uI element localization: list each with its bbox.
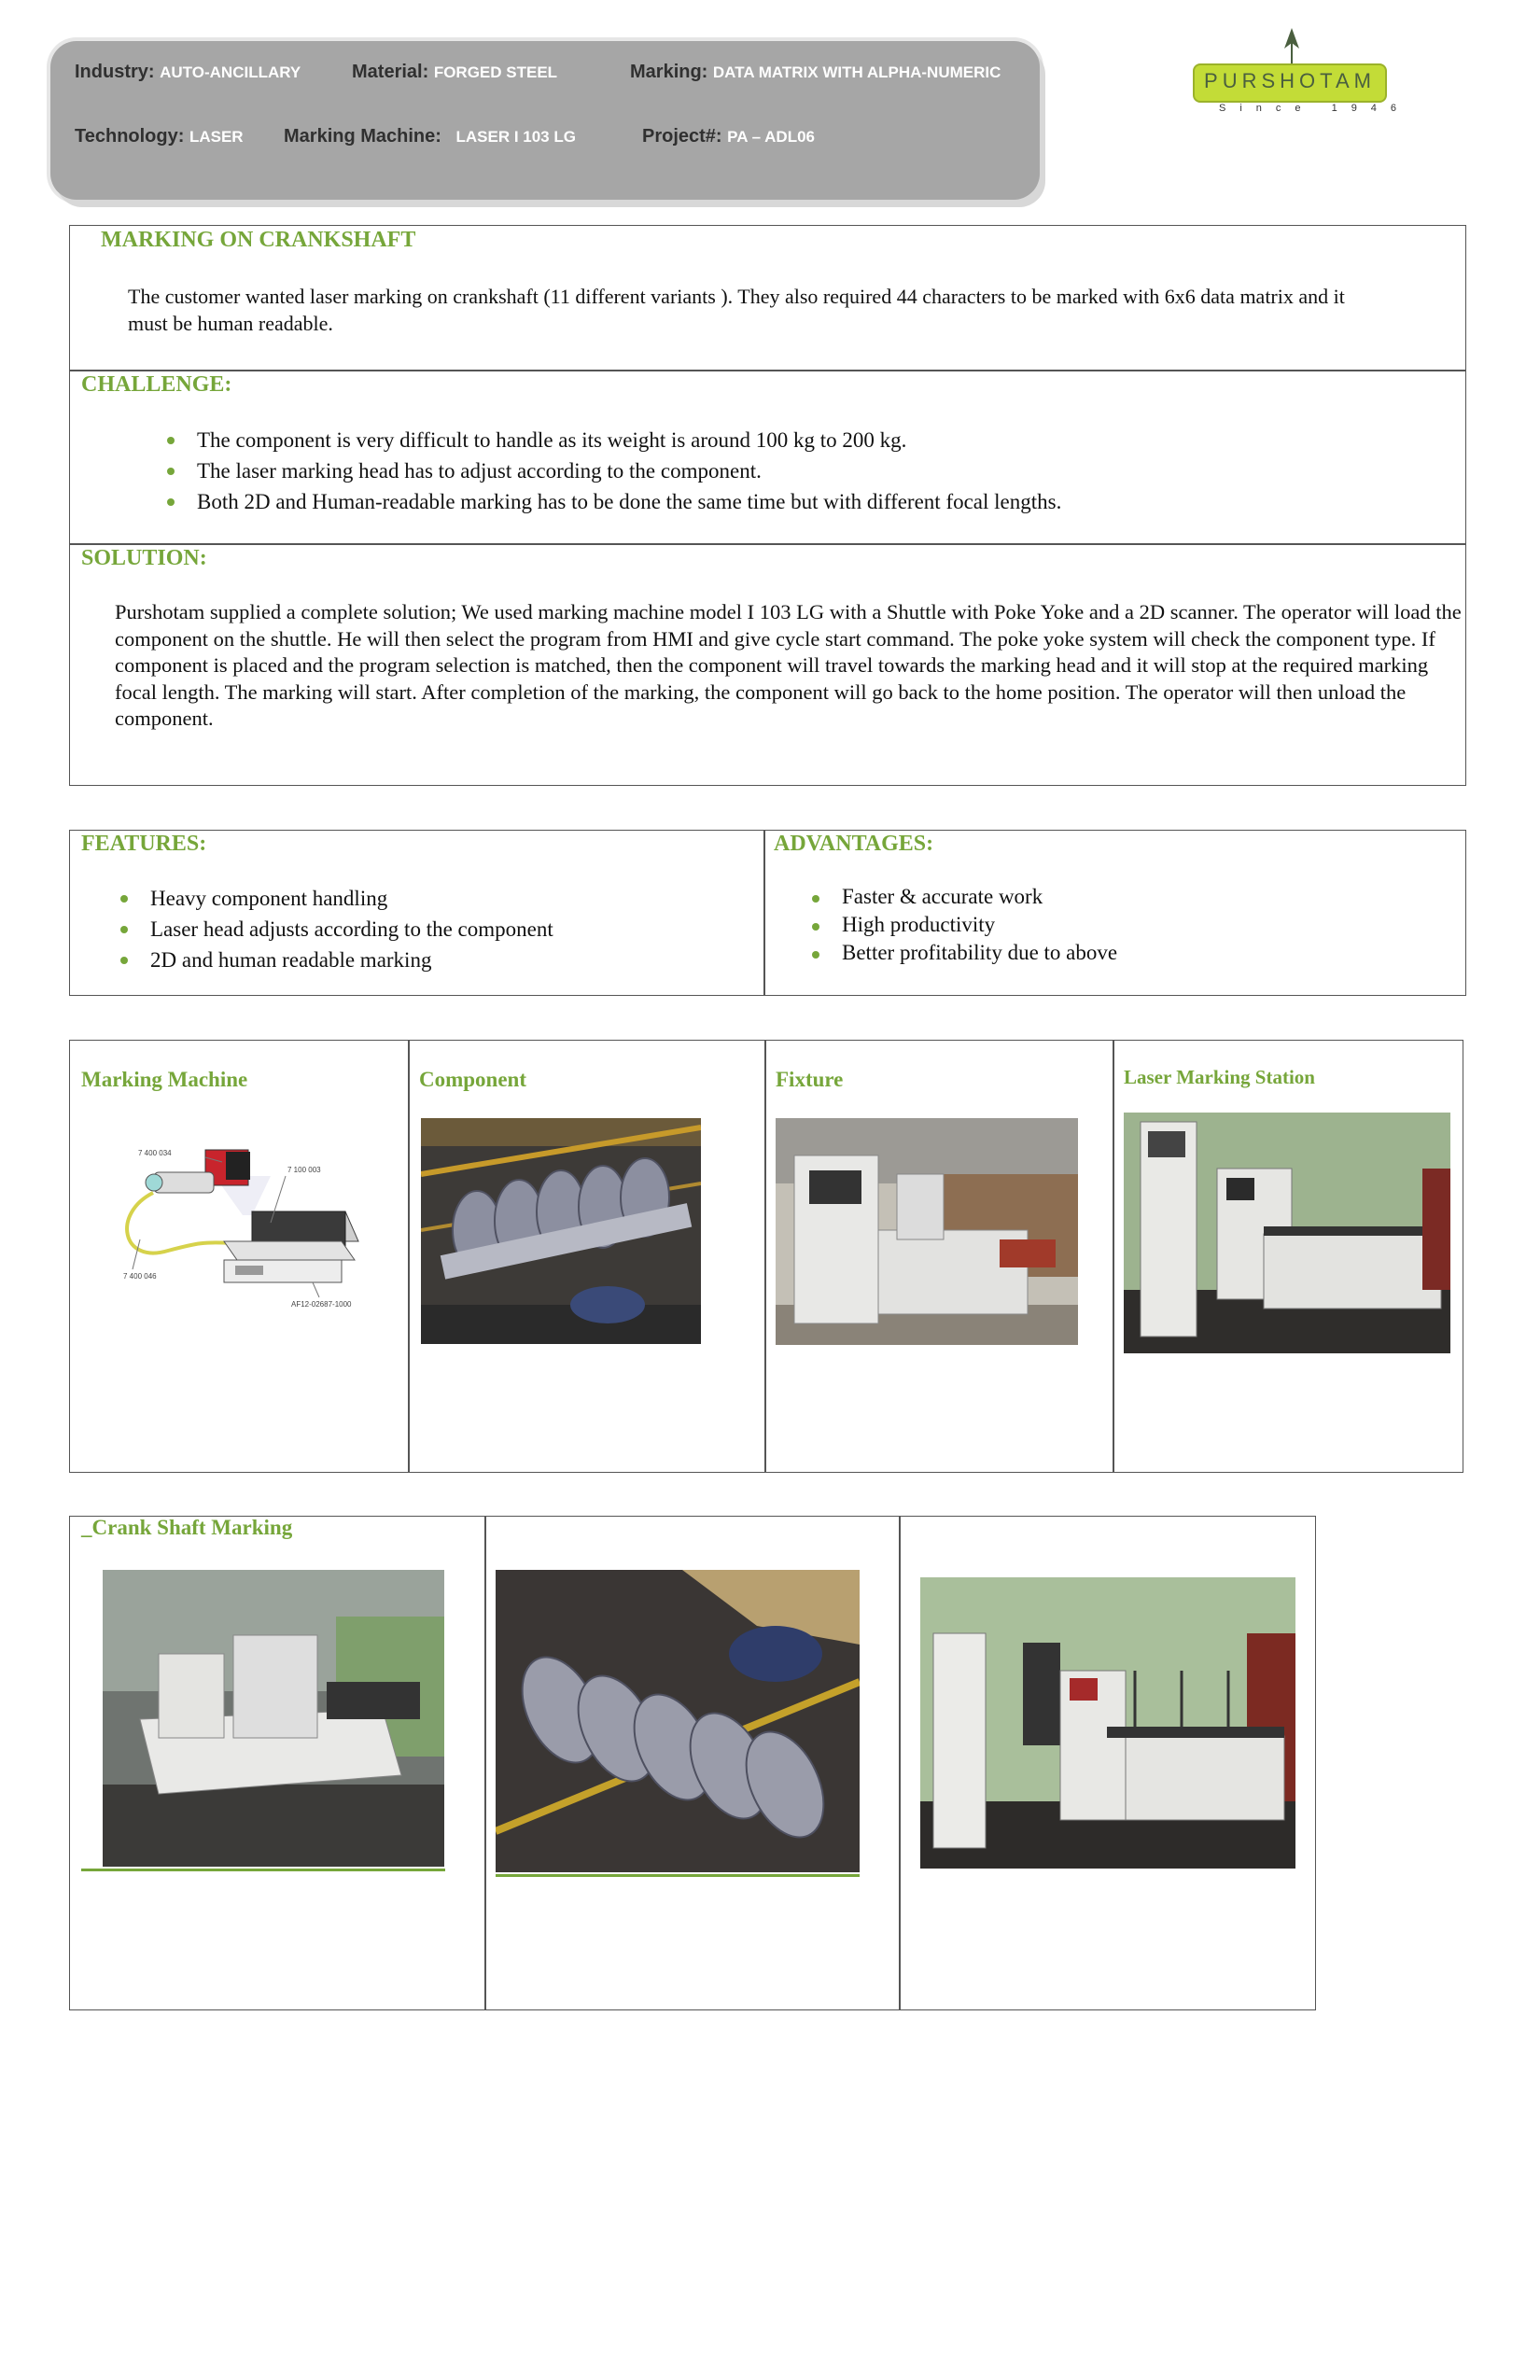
underline	[81, 1869, 445, 1871]
marking-machine-diagram	[112, 1139, 373, 1325]
crank-photo-3	[920, 1577, 1295, 1869]
divider	[899, 1516, 901, 2010]
industry-label: Industry:	[75, 62, 155, 82]
list-item: Laser head adjusts according to the component	[115, 914, 749, 945]
divider	[1113, 1040, 1114, 1473]
info-panel	[50, 41, 1040, 200]
logo-since: Since 1946	[1219, 103, 1411, 114]
marking-value: DATA MATRIX WITH ALPHA-NUMERIC	[712, 63, 1001, 81]
diagram-label: 7 400 046	[123, 1272, 157, 1281]
intro-text: The customer wanted laser marking on crankshaft (11 different variants ). They also required 44 characters to be marked with 6x6 data matrix and it must be human readable.	[128, 285, 1345, 335]
technology-label: Technology:	[75, 126, 185, 147]
list-item: Heavy component handling	[115, 883, 749, 914]
crank-photo-2	[496, 1570, 860, 1872]
industry-field	[75, 62, 301, 83]
machine-field	[284, 126, 576, 147]
diagram-label: 7 400 034	[138, 1149, 172, 1157]
crank-title-prefix: _	[81, 1516, 92, 1539]
marking-label: Marking:	[630, 62, 708, 82]
challenge-title: CHALLENGE:	[81, 372, 232, 397]
list-item: The component is very difficult to handle as its weight is around 100 kg to 200 kg.	[161, 425, 1375, 455]
list-item: Faster & accurate work	[806, 883, 1441, 911]
list-item: Better profitability due to above	[806, 939, 1441, 967]
industry-value: AUTO-ANCILLARY	[160, 63, 301, 81]
caption-fixture: Fixture	[776, 1068, 844, 1091]
project-label: Project#:	[642, 126, 722, 147]
divider	[69, 543, 1466, 545]
technology-field	[75, 126, 244, 147]
divider	[408, 1040, 410, 1473]
solution-text: Purshotam supplied a complete solution; We used marking machine model I 103 LG with a Shuttle with Poke Yoke and a 2D scanner. The operator will load the component on the shuttle. He will then select the program from HMI and give cycle start command. The poke yoke system will check the component type. If component is placed and the program selection is matched, then the component will travel towards the marking head and it will stop at the required marking focal length. The marking will start. After completion of the marking, the component will go back to the home position. The operator will then unload the component.	[115, 600, 1462, 730]
divider	[484, 1516, 486, 2010]
purshotam-logo	[1193, 28, 1411, 121]
fixture-photo	[776, 1118, 1078, 1345]
caption-marking-machine: Marking Machine	[81, 1068, 248, 1091]
list-item: 2D and human readable marking	[115, 945, 749, 975]
list-item: High productivity	[806, 911, 1441, 939]
material-label: Material:	[352, 62, 429, 82]
crank-photo-1	[103, 1570, 444, 1867]
project-field	[642, 126, 815, 147]
advantages-list	[806, 883, 1441, 967]
caption-laser-station: Laser Marking Station	[1124, 1066, 1315, 1088]
solution-title: SOLUTION:	[81, 546, 207, 570]
machine-label: Marking Machine:	[284, 126, 441, 147]
features-title: FEATURES:	[81, 832, 207, 856]
diagram-label: AF12-02687-1000	[291, 1300, 352, 1309]
underline	[496, 1874, 860, 1877]
material-value: FORGED STEEL	[433, 63, 558, 81]
list-item: Both 2D and Human-readable marking has to be done the same time but with different focal lengths.	[161, 486, 1375, 517]
technology-value: LASER	[189, 128, 244, 146]
divider	[763, 830, 765, 996]
diagram-label: 7 100 003	[287, 1166, 321, 1174]
logo-name: PURSHOTAM	[1204, 69, 1376, 92]
crank-title-text: Crank Shaft Marking	[91, 1516, 293, 1539]
project-value: PA – ADL06	[727, 128, 815, 146]
crank-title	[81, 1516, 292, 1540]
component-photo	[421, 1118, 701, 1344]
machine-value: LASER I 103 LG	[455, 128, 576, 146]
challenge-list	[161, 425, 1375, 517]
material-field	[352, 62, 557, 83]
advantages-title: ADVANTAGES:	[774, 832, 934, 856]
caption-component: Component	[419, 1068, 527, 1091]
divider	[764, 1040, 766, 1473]
features-list	[115, 883, 749, 975]
laser-station-photo	[1124, 1113, 1450, 1353]
divider	[69, 370, 1466, 371]
marking-field	[630, 62, 1001, 83]
list-item: The laser marking head has to adjust according to the component.	[161, 455, 1375, 486]
intro-title: MARKING ON CRANKSHAFT	[101, 228, 416, 252]
